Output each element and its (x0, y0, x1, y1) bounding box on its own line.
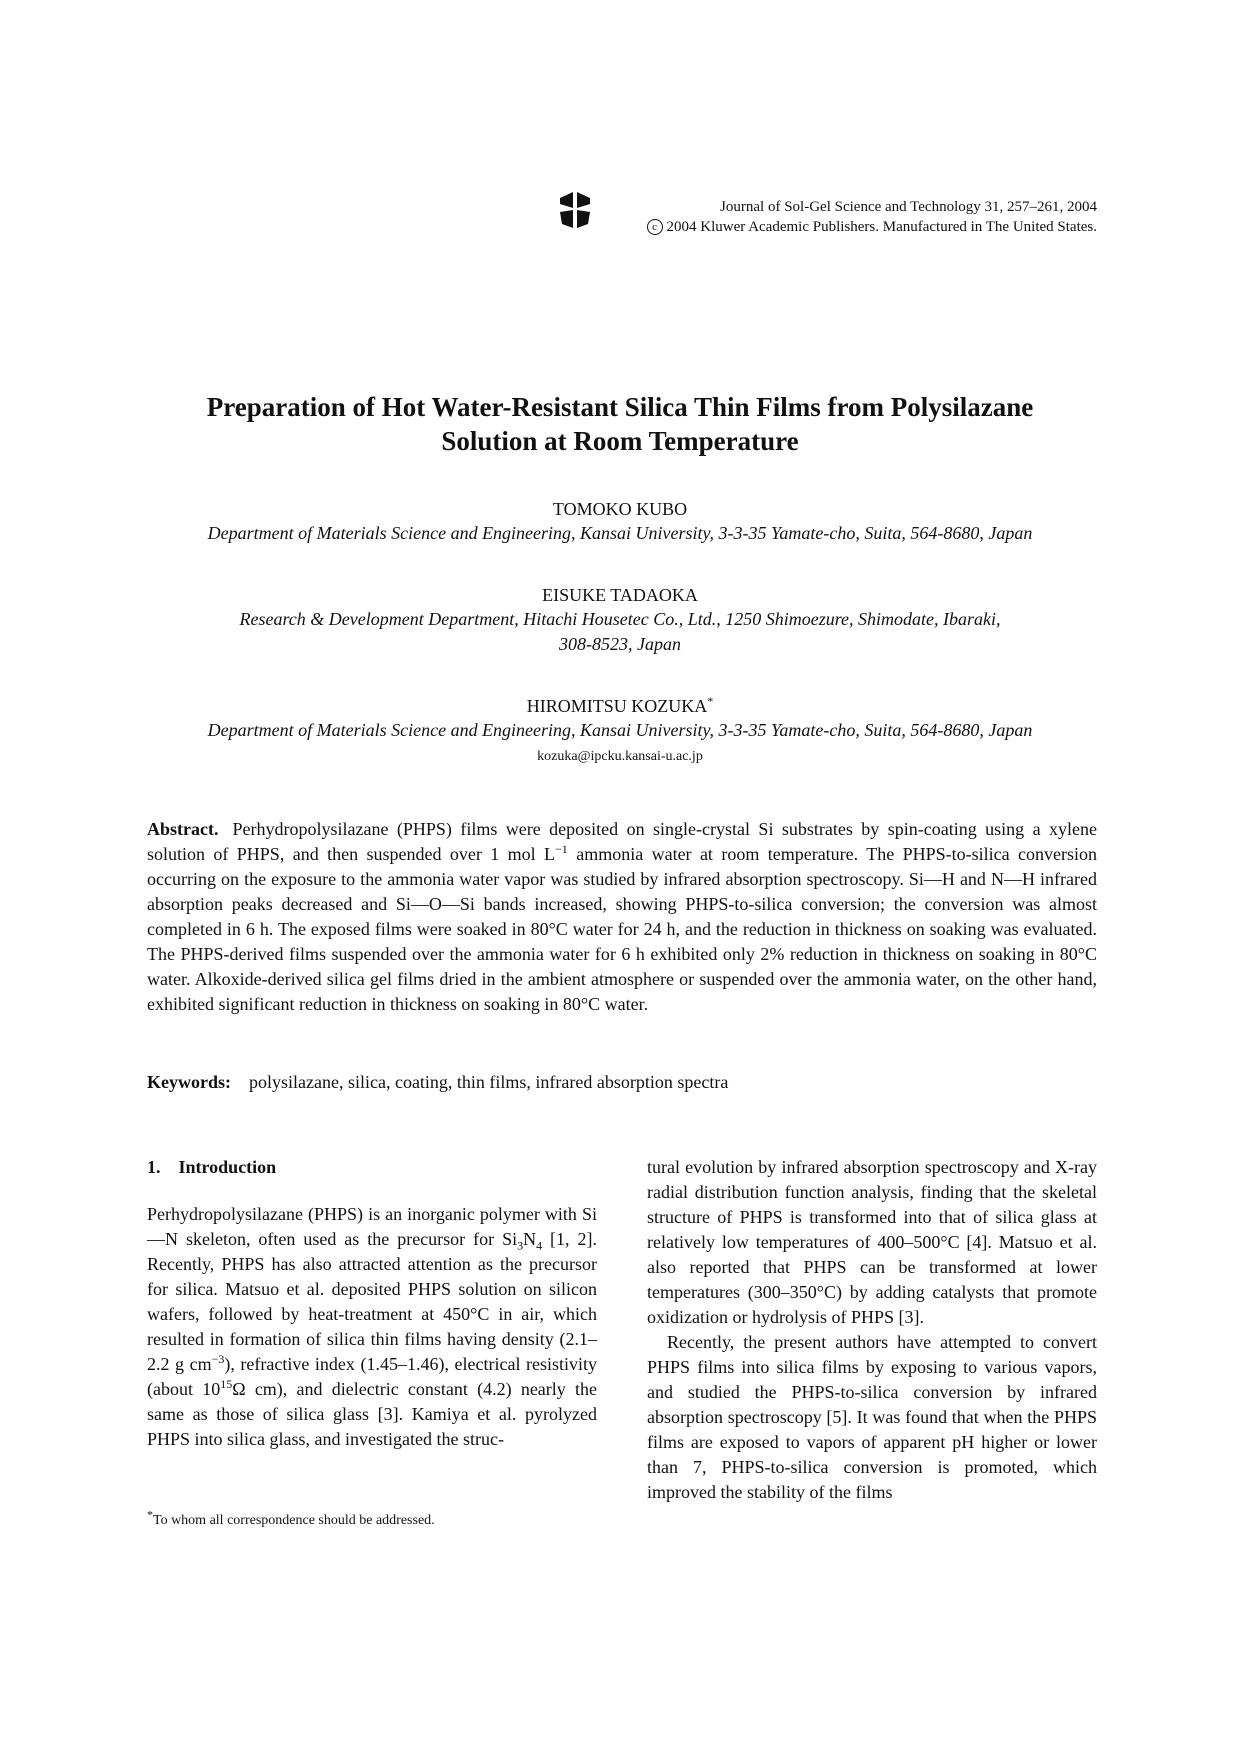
title-line-1: Preparation of Hot Water-Resistant Silica Thin Films from Polysilazane (206, 392, 1034, 422)
intro-paragraph: Perhydropolysilazane (PHPS) is an inorganic polymer with Si—N skeleton, often used as the precursor for $Si_3N_4$ [1, 2]. Recently, PHPS has also attracted attention as the precursor for silica. Matsuo et al. deposited PHPS solution on silicon wafers, followed by heat-treatment at 450°C in air, which resulted in formation of silica thin films having density (2.1–2.2 g $cm^{-3}$), refractive index (1.45–1.46), electrical resistivity (about $10^{15}\Omega$ cm), and dielectric constant (4.2) nearly the same as those of silica glass [3]. Kamiya et al. pyrolyzed PHPS into silica glass, and investigated the struc- (147, 1204, 598, 1449)
copyright-line: c 2004 Kluwer Academic Publishers. Manufactured in The United States. (647, 217, 1097, 237)
author-affiliation: Department of Materials Science and Engineering, Kansai University, 3-3-35 Yamate-cho, Suita, 564-8680, Japan (207, 720, 1033, 740)
author-email: kozuka@ipcku.kansai-u.ac.jp (537, 749, 703, 764)
publisher-logo-icon (558, 190, 592, 230)
author-affiliation: Department of Materials Science and Engineering, Kansai University, 3-3-35 Yamate-cho, Suita, 564-8680, Japan (207, 523, 1033, 543)
journal-citation (647, 197, 1097, 237)
copyright-symbol: c (647, 219, 663, 235)
abstract-label: Abstract. (147, 819, 219, 839)
author-affiliation: Research & Development Department, Hitachi Housetec Co., Ltd., 1250 Shimoezure, Shimodate, Ibaraki, 308-8523, Japan (239, 609, 1001, 654)
section-heading: 1. Introduction (147, 1157, 277, 1177)
title-line-2: Solution at Room Temperature (441, 426, 799, 456)
author-name: EISUKE TADAOKA (542, 585, 698, 605)
corresponding-mark: * (707, 694, 714, 708)
paper-title (145, 390, 1095, 458)
intro-paragraph: tural evolution by infrared absorption spectroscopy and X-ray radial distribution function analysis, finding that the skeletal structure of PHPS is transformed into that of silica glass at relatively low temperatures of 400–500°C [4]. Matsuo et al. also reported that PHPS can be transformed at lower temperatures (300–350°C) by adding catalysts that promote oxidization or hydrolysis of PHPS [3]. (647, 1157, 1097, 1327)
abstract: Abstract. Perhydropolysilazane (PHPS) films were deposited on single-crystal Si substrates by spin-coating using a xylene solution of PHPS, and then suspended over 1 mol $L^{-1}$ ammonia water at room temperature. The PHPS-to-silica conversion occurring on the exposure to the ammonia water vapor was studied by infrared absorption spectroscopy. Si—H and N—H infrared absorption peaks decreased and Si—O—Si bands increased, showing PHPS-to-silica conversion; the conversion was almost completed in 6 h. The exposed films were soaked in 80°C water for 24 h, and the reduction in thickness on soaking was evaluated. The PHPS-derived films suspended over the ammonia water for 6 h exhibited only 2% reduction in thickness on soaking in 80°C water. Alkoxide-derived silica gel films dried in the ambient atmosphere or suspended over the ammonia water, on the other hand, exhibited significant reduction in thickness on soaking in 80°C water. (147, 819, 1097, 1014)
footnote: *To whom all correspondence should be addressed. (147, 1507, 435, 1528)
keywords-label: Keywords: (147, 1072, 231, 1092)
keywords: Keywords: polysilazane, silica, coating, thin films, infrared absorption spectra (147, 1072, 729, 1092)
intro-right-column (647, 1155, 1097, 1505)
author-name: TOMOKO KUBO (552, 499, 688, 519)
intro-paragraph: Recently, the present authors have attempted to convert PHPS films into silica films by exposing to various vapors, and studied the PHPS-to-silica conversion by infrared absorption spectroscopy [5]. It was found that when the PHPS films are exposed to vapors of apparent pH higher or lower than 7, PHPS-to-silica conversion is promoted, which improved the stability of the films (647, 1332, 1097, 1502)
author-name: HIROMITSU KOZUKA* (526, 694, 714, 716)
journal-line: Journal of Sol-Gel Science and Technology 31, 257–261, 2004 (720, 199, 1097, 215)
intro-left-column (147, 1202, 597, 1452)
